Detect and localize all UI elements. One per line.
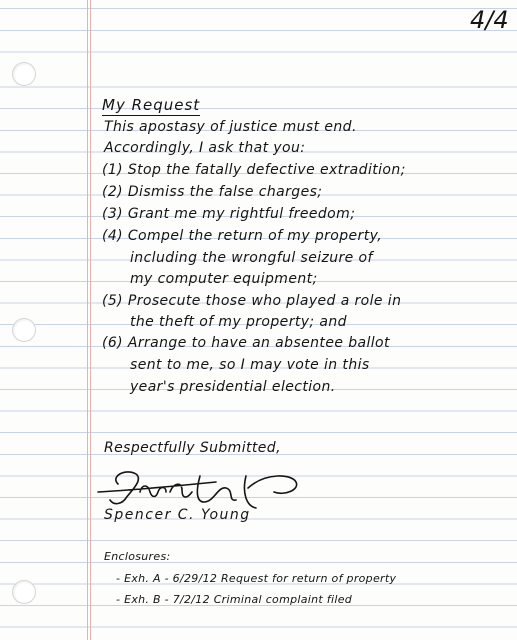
enclosures-label: Enclosures: [104, 550, 171, 563]
request-line: sent to me, so I may vote in this [130, 357, 370, 373]
request-line: (4) Compel the return of my property, [102, 228, 383, 244]
binder-hole [12, 318, 36, 342]
margin-line [90, 0, 91, 640]
margin-line [87, 0, 88, 640]
signature-scribble [96, 462, 306, 512]
intro-line: This apostasy of justice must end. [104, 119, 357, 135]
request-line: (5) Prosecute those who played a role in [102, 293, 402, 309]
request-line: (3) Grant me my rightful freedom; [102, 206, 356, 222]
request-line: (6) Arrange to have an absentee ballot [102, 335, 390, 351]
request-line: (2) Dismiss the false charges; [102, 184, 323, 200]
binder-hole [12, 62, 36, 86]
signer-name: Spencer C. Young [104, 507, 251, 523]
intro-line: Accordingly, I ask that you: [104, 140, 306, 156]
page-number: 4/4 [470, 6, 509, 34]
request-line: (1) Stop the fatally defective extradition; [102, 162, 406, 178]
request-line: the theft of my property; and [130, 314, 347, 330]
request-line: including the wrongful seizure of [130, 250, 373, 266]
request-line: year's presidential election. [130, 379, 336, 395]
request-line: my computer equipment; [130, 271, 318, 287]
binder-hole [12, 580, 36, 604]
closing: Respectfully Submitted, [104, 440, 281, 456]
enclosure-item: - Exh. B - 7/2/12 Criminal complaint filed [116, 593, 353, 606]
heading: My Request [102, 96, 201, 114]
enclosure-item: - Exh. A - 6/29/12 Request for return of property [116, 572, 397, 585]
